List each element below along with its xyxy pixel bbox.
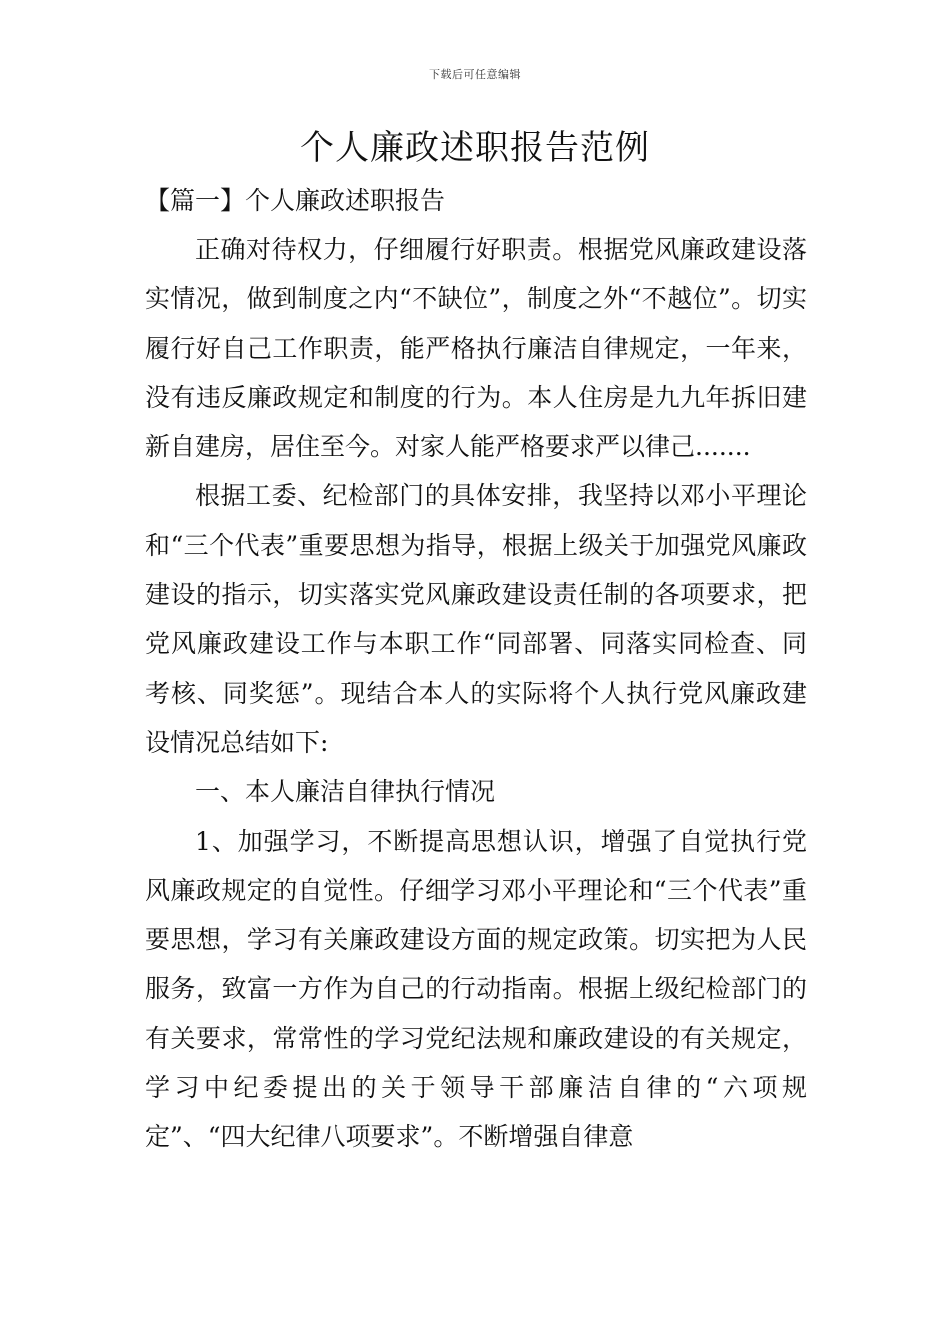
document-body [145,225,807,1162]
paragraph: 1、加强学习，不断提高思想认识，增强了自觉执行党风廉政规定的自觉性。仔细学习邓小平理论和“三个代表”重要思想，学习有关廉政建设方面的规定政策。切实把为人民服务，致富一方作为自己的行动指南。根据上级纪检部门的有关要求，常常性的学习党纪法规和廉政建设的有关规定，学习中纪委提出的关于领导干部廉洁自律的“六项规定”、“四大纪律八项要求”。不断增强自律意 [145,826,807,1152]
paragraph: 根据工委、纪检部门的具体安排，我坚持以邓小平理论和“三个代表”重要思想为指导，根据上级关于加强党风廉政建设的指示，切实落实党风廉政建设责任制的各项要求，把党风廉政建设工作与本职工作“同部署、同落实同检查、同考核、同奖惩”。现结合本人的实际将个人执行党风廉政建设情况总结如下: [145,481,807,757]
document-title: 个人廉政述职报告范例 [300,128,650,168]
subsection-heading: 一、本人廉洁自律执行情况 [195,777,496,807]
paragraph: 正确对待权力，仔细履行好职责。根据党风廉政建设落实情况，做到制度之内“不缺位”，制度之外“不越位”。切实履行好自己工作职责，能严格执行廉洁自律规定，一年来，没有违反廉政规定和制度的行为。本人住房是九九年拆旧建新自建房，居住至今。对家人能严格要求严以律己....... [145,235,807,462]
section-heading: 【篇一】个人廉政述职报告 [145,186,446,215]
header-note: 下载后可任意编辑 [429,68,521,81]
